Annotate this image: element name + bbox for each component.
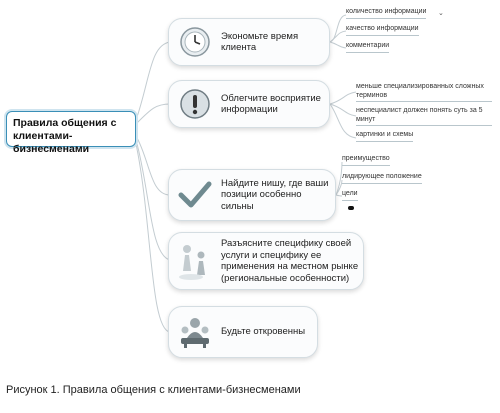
figure-caption: Рисунок 1. Правила общения с клиентами-бизнесменами: [6, 384, 301, 396]
leaf-item[interactable]: меньше специализированных сложных терминов: [356, 83, 492, 102]
chess-pieces-icon: [177, 243, 213, 279]
leaf-item[interactable]: количество информации: [346, 8, 426, 19]
root-label: Правила общения с клиентами-бизнесменами: [13, 117, 117, 155]
topic-explain-specifics[interactable]: [168, 232, 364, 290]
leaf-item[interactable]: качество информации: [346, 25, 419, 36]
topic-ease-perception[interactable]: [168, 80, 330, 128]
leaf-item[interactable]: неспециалист должен понять суть за 5 минут: [356, 107, 492, 126]
checkmark-icon: [177, 177, 213, 213]
topic-label: Разъясните специфику своей услуги и специфику ее применения на местном рынке (региональные особенности): [221, 238, 359, 284]
marker-dot: [348, 206, 354, 210]
topic-save-time[interactable]: [168, 18, 330, 66]
leaf-item[interactable]: комментарии: [346, 42, 389, 53]
leaf-item[interactable]: лидирующее положение: [342, 173, 422, 184]
topic-label: Экономьте время клиента: [221, 30, 299, 53]
topic-label: Будьте откровенны: [221, 326, 306, 338]
topic-label: Найдите нишу, где ваши позиции особенно сильны: [221, 177, 329, 212]
clock-icon: [177, 24, 213, 60]
root-node[interactable]: [6, 111, 136, 155]
chevron-down-icon: ⌄: [438, 10, 444, 17]
topic-label: Облегчите восприятие информации: [221, 92, 321, 115]
leaf-item[interactable]: преимущество: [342, 155, 390, 166]
leaf-item[interactable]: картинки и схемы: [356, 131, 413, 142]
people-group-icon: [177, 314, 213, 350]
topic-find-niche[interactable]: [168, 169, 336, 221]
exclamation-icon: [177, 86, 213, 122]
topic-be-frank[interactable]: [168, 306, 318, 358]
leaf-item[interactable]: цели: [342, 190, 358, 201]
